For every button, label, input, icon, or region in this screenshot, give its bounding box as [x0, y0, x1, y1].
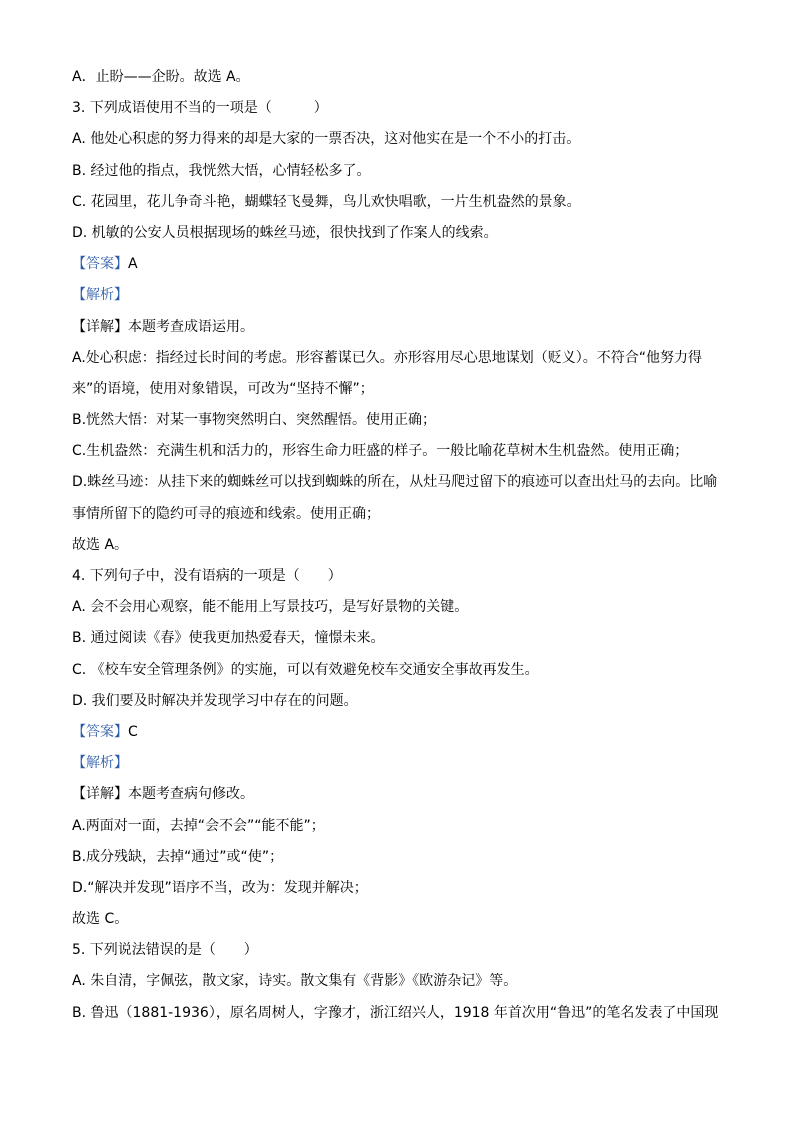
explanation-line: C.生机盎然：充满生机和活力的，形容生命力旺盛的样子。一般比喻花草树木生机盎然。使用正确； [72, 443, 689, 460]
detail-text: 本题考查成语运用。 [128, 318, 254, 335]
explanation-line: D.蛛丝马迹：从挂下来的蜘蛛丝可以找到蜘蛛的所在，从灶马爬过留下的痕迹可以查出灶马的去向。比喻 [72, 474, 718, 491]
question-3-option-a: A. 他处心积虑的努力得来的却是大家的一票否决，这对他实在是一个不小的打击。 [72, 131, 581, 148]
question-5-stem: 5. 下列说法错误的是（ ） [72, 942, 258, 959]
explanation-line: D.“解决并发现”语序不当，改为：发现并解决； [72, 879, 368, 896]
question-4-answer [72, 717, 722, 748]
detail-tag: 【详解】 [72, 318, 128, 335]
question-4-option-a: A. 会不会用心观察，能不能用上写景技巧，是写好景物的关键。 [72, 599, 469, 616]
conclusion-line: 故选 A。 [72, 536, 129, 553]
question-3-analysis-label [72, 280, 722, 311]
question-5-option-b: B. 鲁迅（1881-1936），原名周树人，字豫才，浙江绍兴人，1918 年首次用“鲁迅”的笔名发表了中国现 [72, 1004, 719, 1021]
question-4-detail [72, 779, 722, 810]
detail-tag: 【详解】 [72, 786, 128, 803]
question-4-option-d: D. 我们要及时解决并发现学习中存在的问题。 [72, 692, 358, 709]
explanation-line: B.恍然大悟：对某一事物突然明白、突然醒悟。使用正确； [72, 412, 437, 429]
answer-value: C [128, 723, 138, 740]
answer-tag: 【答案】 [72, 256, 128, 273]
question-3-option-d: D. 机敏的公安人员根据现场的蛛丝马迹，很快找到了作案人的线索。 [72, 224, 498, 241]
explanation-line: B.成分残缺，去掉“通过”或“使”； [72, 848, 284, 865]
text-line: A．止盼——企盼。故选 A。 [72, 69, 250, 85]
analysis-tag: 【解析】 [72, 287, 128, 304]
question-3-detail [72, 312, 722, 343]
question-4-stem: 4. 下列句子中，没有语病的一项是（ ） [72, 568, 342, 584]
document-page [72, 62, 722, 1029]
analysis-tag: 【解析】 [72, 755, 128, 772]
question-4-analysis-label [72, 748, 722, 779]
question-3-answer [72, 249, 722, 280]
question-5-option-a: A. 朱自清，字佩弦，散文家，诗实。散文集有《背影》《欧游杂记》等。 [72, 973, 518, 990]
explanation-line: 来”的语境，使用对象错误，可改为“坚持不懈”； [72, 380, 374, 397]
explanation-line: A.处心积虑：指经过长时间的考虑。形容蓄谋已久。亦形容用尽心思地谋划（贬义）。不符合“他努力得 [72, 349, 703, 366]
conclusion-line: 故选 C。 [72, 911, 129, 928]
answer-value: A [128, 256, 138, 273]
answer-tag: 【答案】 [72, 723, 128, 740]
detail-text: 本题考查病句修改。 [128, 786, 254, 803]
question-3-option-b: B. 经过他的指点，我恍然大悟，心情轻松多了。 [72, 162, 371, 179]
explanation-line: 事情所留下的隐约可寻的痕迹和线索。使用正确； [72, 505, 380, 522]
question-3-stem: 3. 下列成语使用不当的一项是（ ） [72, 100, 328, 117]
question-4-option-b: B. 通过阅读《春》使我更加热爱春天，憧憬未来。 [72, 630, 385, 647]
question-3-option-c: C. 花园里，花儿争奇斗艳，蝴蝶轻飞曼舞，鸟儿欢快唱歌，一片生机盎然的景象。 [72, 193, 581, 210]
explanation-line: A.两面对一面，去掉“会不会”“能不能”； [72, 817, 325, 834]
question-4-option-c: C. 《校车安全管理条例》的实施，可以有效避免校车交通安全事故再发生。 [72, 661, 539, 678]
